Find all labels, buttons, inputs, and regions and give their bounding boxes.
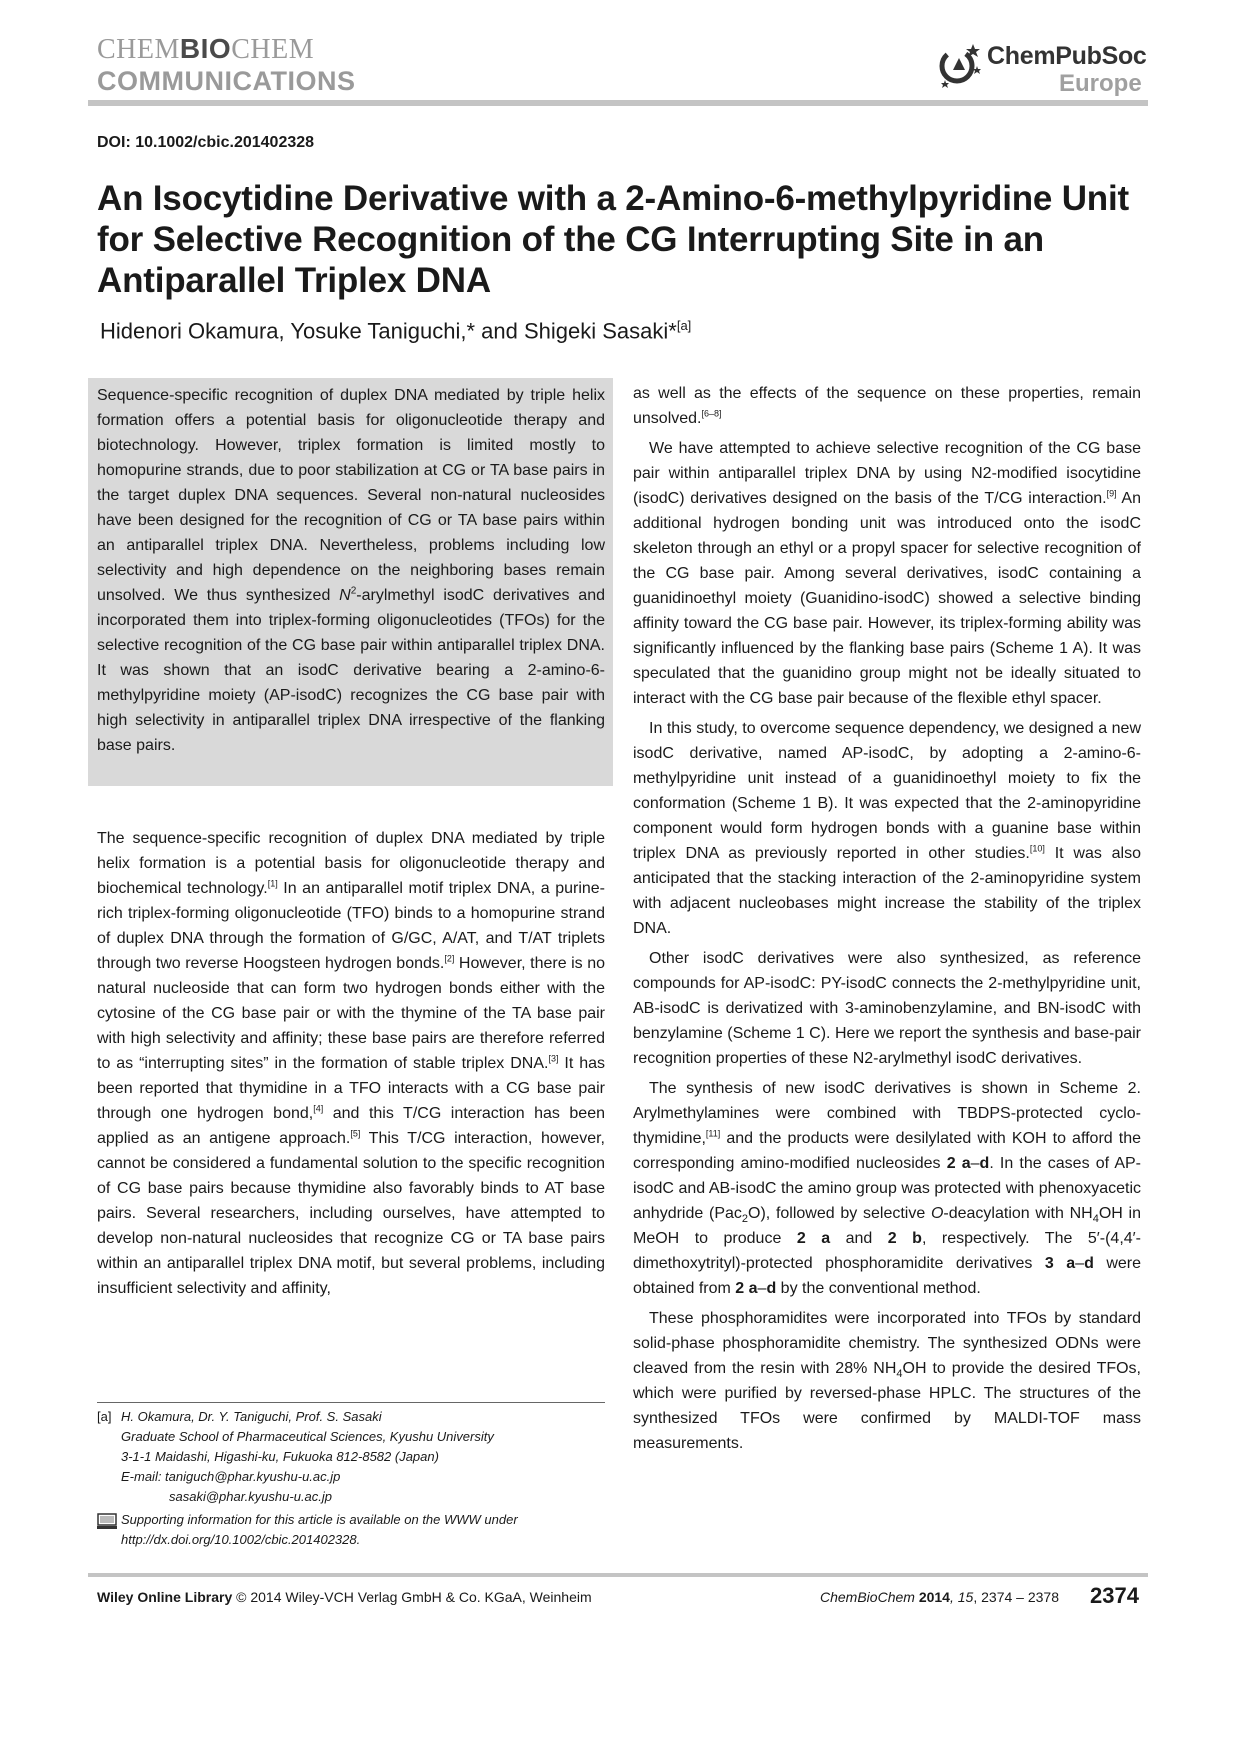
publisher-name: ChemPubSoc <box>987 42 1147 70</box>
citation-link[interactable]: [10] <box>1029 843 1045 854</box>
citation-link[interactable]: [3] <box>548 1053 559 1064</box>
footnote-line: H. Okamura, Dr. Y. Taniguchi, Prof. S. Sasaki <box>121 1409 382 1424</box>
citation-link[interactable]: [9] <box>1106 488 1117 499</box>
computer-icon <box>97 1513 117 1530</box>
supporting-info-link[interactable]: Supporting information for this article is available on the WWW under http://dx.doi.org/10.1002/cbic.201402328. <box>121 1512 518 1547</box>
citation-link[interactable]: [2] <box>444 953 455 964</box>
intro-paragraph: The sequence-specific recognition of duplex DNA mediated by triple helix formation is a potential basis for oligonucleotide therapy and biochemical technology.[1] In an antiparallel motif triplex DNA, a purine-rich triplex-forming oligonucleotide (TFO) binds to a homopurine strand of duplex DNA through the formation of G/GC, A/AT, and T/AT triplets through two reverse Hoogsteen hydrogen bonds.[2] However, there is no natural nucleoside that can form two hydrogen bonds either with the cytosine of the CG base pair or with the thymine of the TA base pair with high selectivity and affinity; these base pairs are therefore referred to as “interrupting sites” in the formation of stable triplex DNA.[3] It has been reported that thymidine in a TFO interacts with a CG base pair through one hydrogen bond,[4] and this T/CG interaction has been applied as an antigene approach.[5] This T/CG interaction, however, cannot be considered a fundamental solution to the specific recognition of CG base pairs because thymidine also favorably binds to AT base pairs. Several researchers, including ourselves, have attempted to develop non-natural nucleosides that recognize CG or TA base pairs within an antiparallel triplex DNA motif, but several problems, including insufficient selectivity and affinity, <box>97 830 606 1297</box>
email-link[interactable]: E-mail: taniguch@phar.kyushu-u.ac.jp <box>121 1469 341 1484</box>
paragraph: We have attempted to achieve selective recognition of the CG base pair within antiparallel triplex DNA by using N2-modified isocytidine (isodC) derivatives designed on the basis of the T/CG interaction.[9] An additional hydrogen bonding unit was introduced onto the isodC skeleton through an ethyl or a propyl spacer for selective recognition of the CG base pair. Among several derivatives, isodC containing a guanidinoethyl moiety (Guanidino-isodC) showed a selective binding affinity toward the CG base pair. However, its triplex-forming ability was significantly influenced by the flanking base pairs (Scheme 1 A). It was speculated that the guanidino group might not be ideally situated to interact with the CG base pair because of the flexible ethyl spacer. <box>633 440 1141 707</box>
doi-link[interactable]: DOI: 10.1002/cbic.201402328 <box>97 134 315 151</box>
affiliation-footnote <box>97 1407 617 1507</box>
paragraph: as well as the effects of the sequence on these properties, remain unsolved.[6–8] <box>633 385 1141 427</box>
wiley-online-library-link[interactable]: Wiley Online Library <box>97 1589 233 1605</box>
paragraph: In this study, to overcome sequence dependency, we designed a new isodC derivative, named AP-isodC, by adopting a 2-amino-6-methylpyridine unit instead of a guanidinoethyl moiety to fix the conformation (Scheme 1 B). It was expected that the 2-aminopyridine component would form hydrogen bonds with a guanine base within triplex DNA as previously reported in other studies.[10] It was also anticipated that the stacking interaction of the 2-aminopyridine system with adjacent nucleobases might increase the stability of the triplex DNA. <box>633 720 1142 937</box>
header-divider <box>88 100 1148 106</box>
publisher-logo[interactable] <box>937 40 1147 96</box>
footnote-line: 3-1-1 Maidashi, Higashi-ku, Fukuoka 812-8582 (Japan) <box>121 1449 439 1464</box>
chempubsoc-icon <box>937 40 983 90</box>
article-title: An Isocytidine Derivative with a 2-Amino-6-methylpyridine Unit for Selective Recognition of the CG Interrupting Site in an Antiparallel Triplex DNA <box>97 179 1129 300</box>
footer-divider <box>88 1573 1148 1577</box>
journal-name: CHEMBIOCHEM <box>97 33 315 65</box>
paragraph: Other isodC derivatives were also synthesized, as reference compounds for AP-isodC: PY-isodC connects the 2-methylpyridine unit, AB-isodC is derivatized with 3-aminobenzylamine, and BN-isodC with benzylamine (Scheme 1 C). Here we report the synthesis and base-pair recognition properties of these N2-arylmethyl isodC derivatives. <box>633 950 1141 1067</box>
footer-publisher: Wiley Online Library © 2014 Wiley-VCH Verlag GmbH & Co. KGaA, Weinheim <box>97 1589 592 1605</box>
footer-citation: ChemBioChem 2014, 15, 2374 – 2378 <box>820 1589 1059 1605</box>
email-link[interactable]: sasaki@phar.kyushu-u.ac.jp <box>169 1489 333 1504</box>
paragraph: These phosphoramidites were incorporated into TFOs by standard solid-phase phosphoramidite chemistry. The synthesized ODNs were cleaved from the resin with 28% $NH_4OH$ to provide the desired TFOs, which were purified by reversed-phase HPLC. The structures of the synthesized TFOs were confirmed by MALDI-TOF mass measurements. <box>633 1310 1142 1452</box>
page-number: 2374 <box>1090 1583 1139 1608</box>
author-list: Hidenori Okamura, Yosuke Taniguchi,* and Shigeki Sasaki*[a] <box>100 318 692 344</box>
abstract: Sequence-specific recognition of duplex DNA mediated by triple helix formation offers a potential basis for oligonucleotide therapy and biotechnology. However, triplex formation is limited mostly to homopurine strands, due to poor stabilization at CG or TA base pairs in the target duplex DNA sequences. Several non-natural nucleosides have been designed for the recognition of CG or TA base pairs within an antiparallel triplex DNA. Nevertheless, problems including low selectivity and high dependence on the neighboring bases remain unsolved. We thus synthesized $N^2$-arylmethyl isodC derivatives and incorporated them into triplex-forming oligonucleotides (TFOs) for the selective recognition of the CG base pair within antiparallel triplex DNA. It was shown that an isodC derivative bearing a 2-amino-6-methylpyridine moiety (AP-isodC) recognizes the CG base pair with high selectivity in antiparallel triplex DNA irrespective of the flanking base pairs. <box>97 387 606 754</box>
article-type: COMMUNICATIONS <box>97 66 356 96</box>
publisher-region: Europe <box>1059 70 1142 97</box>
citation-link[interactable]: [1] <box>267 878 278 889</box>
paragraph: The synthesis of new isodC derivatives is shown in Scheme 2. Arylmethylamines were combined with TBDPS-protected cyclo-thymidine,[11] and the products were desilylated with KOH to afford the corresponding amino-modified nucleosides 2 a–d. In the cases of AP-isodC and AB-isodC the amino group was protected with phenoxyacetic anhydride (Pac$_2$O), followed by selective O-deacylation with $NH_4OH$ in MeOH to produce 2 a and 2 b, respectively. The 5′-(4,4′-dimethoxytrityl)-protected phosphoramidite derivatives 3 a–d were obtained from 2 a–d by the conventional method. <box>633 1080 1142 1297</box>
body-right-column <box>633 381 1141 1456</box>
body-left-column <box>97 826 605 1301</box>
citation-link[interactable]: [11] <box>705 1128 721 1139</box>
citation-link[interactable]: [6–8] <box>701 408 722 419</box>
footnote-divider <box>97 1402 605 1403</box>
footnote-line: Graduate School of Pharmaceutical Sciences, Kyushu University <box>121 1429 494 1444</box>
footnote-marker: [a] <box>97 1409 112 1424</box>
citation-link[interactable]: [5] <box>350 1128 361 1139</box>
citation-link[interactable]: [4] <box>313 1103 324 1114</box>
